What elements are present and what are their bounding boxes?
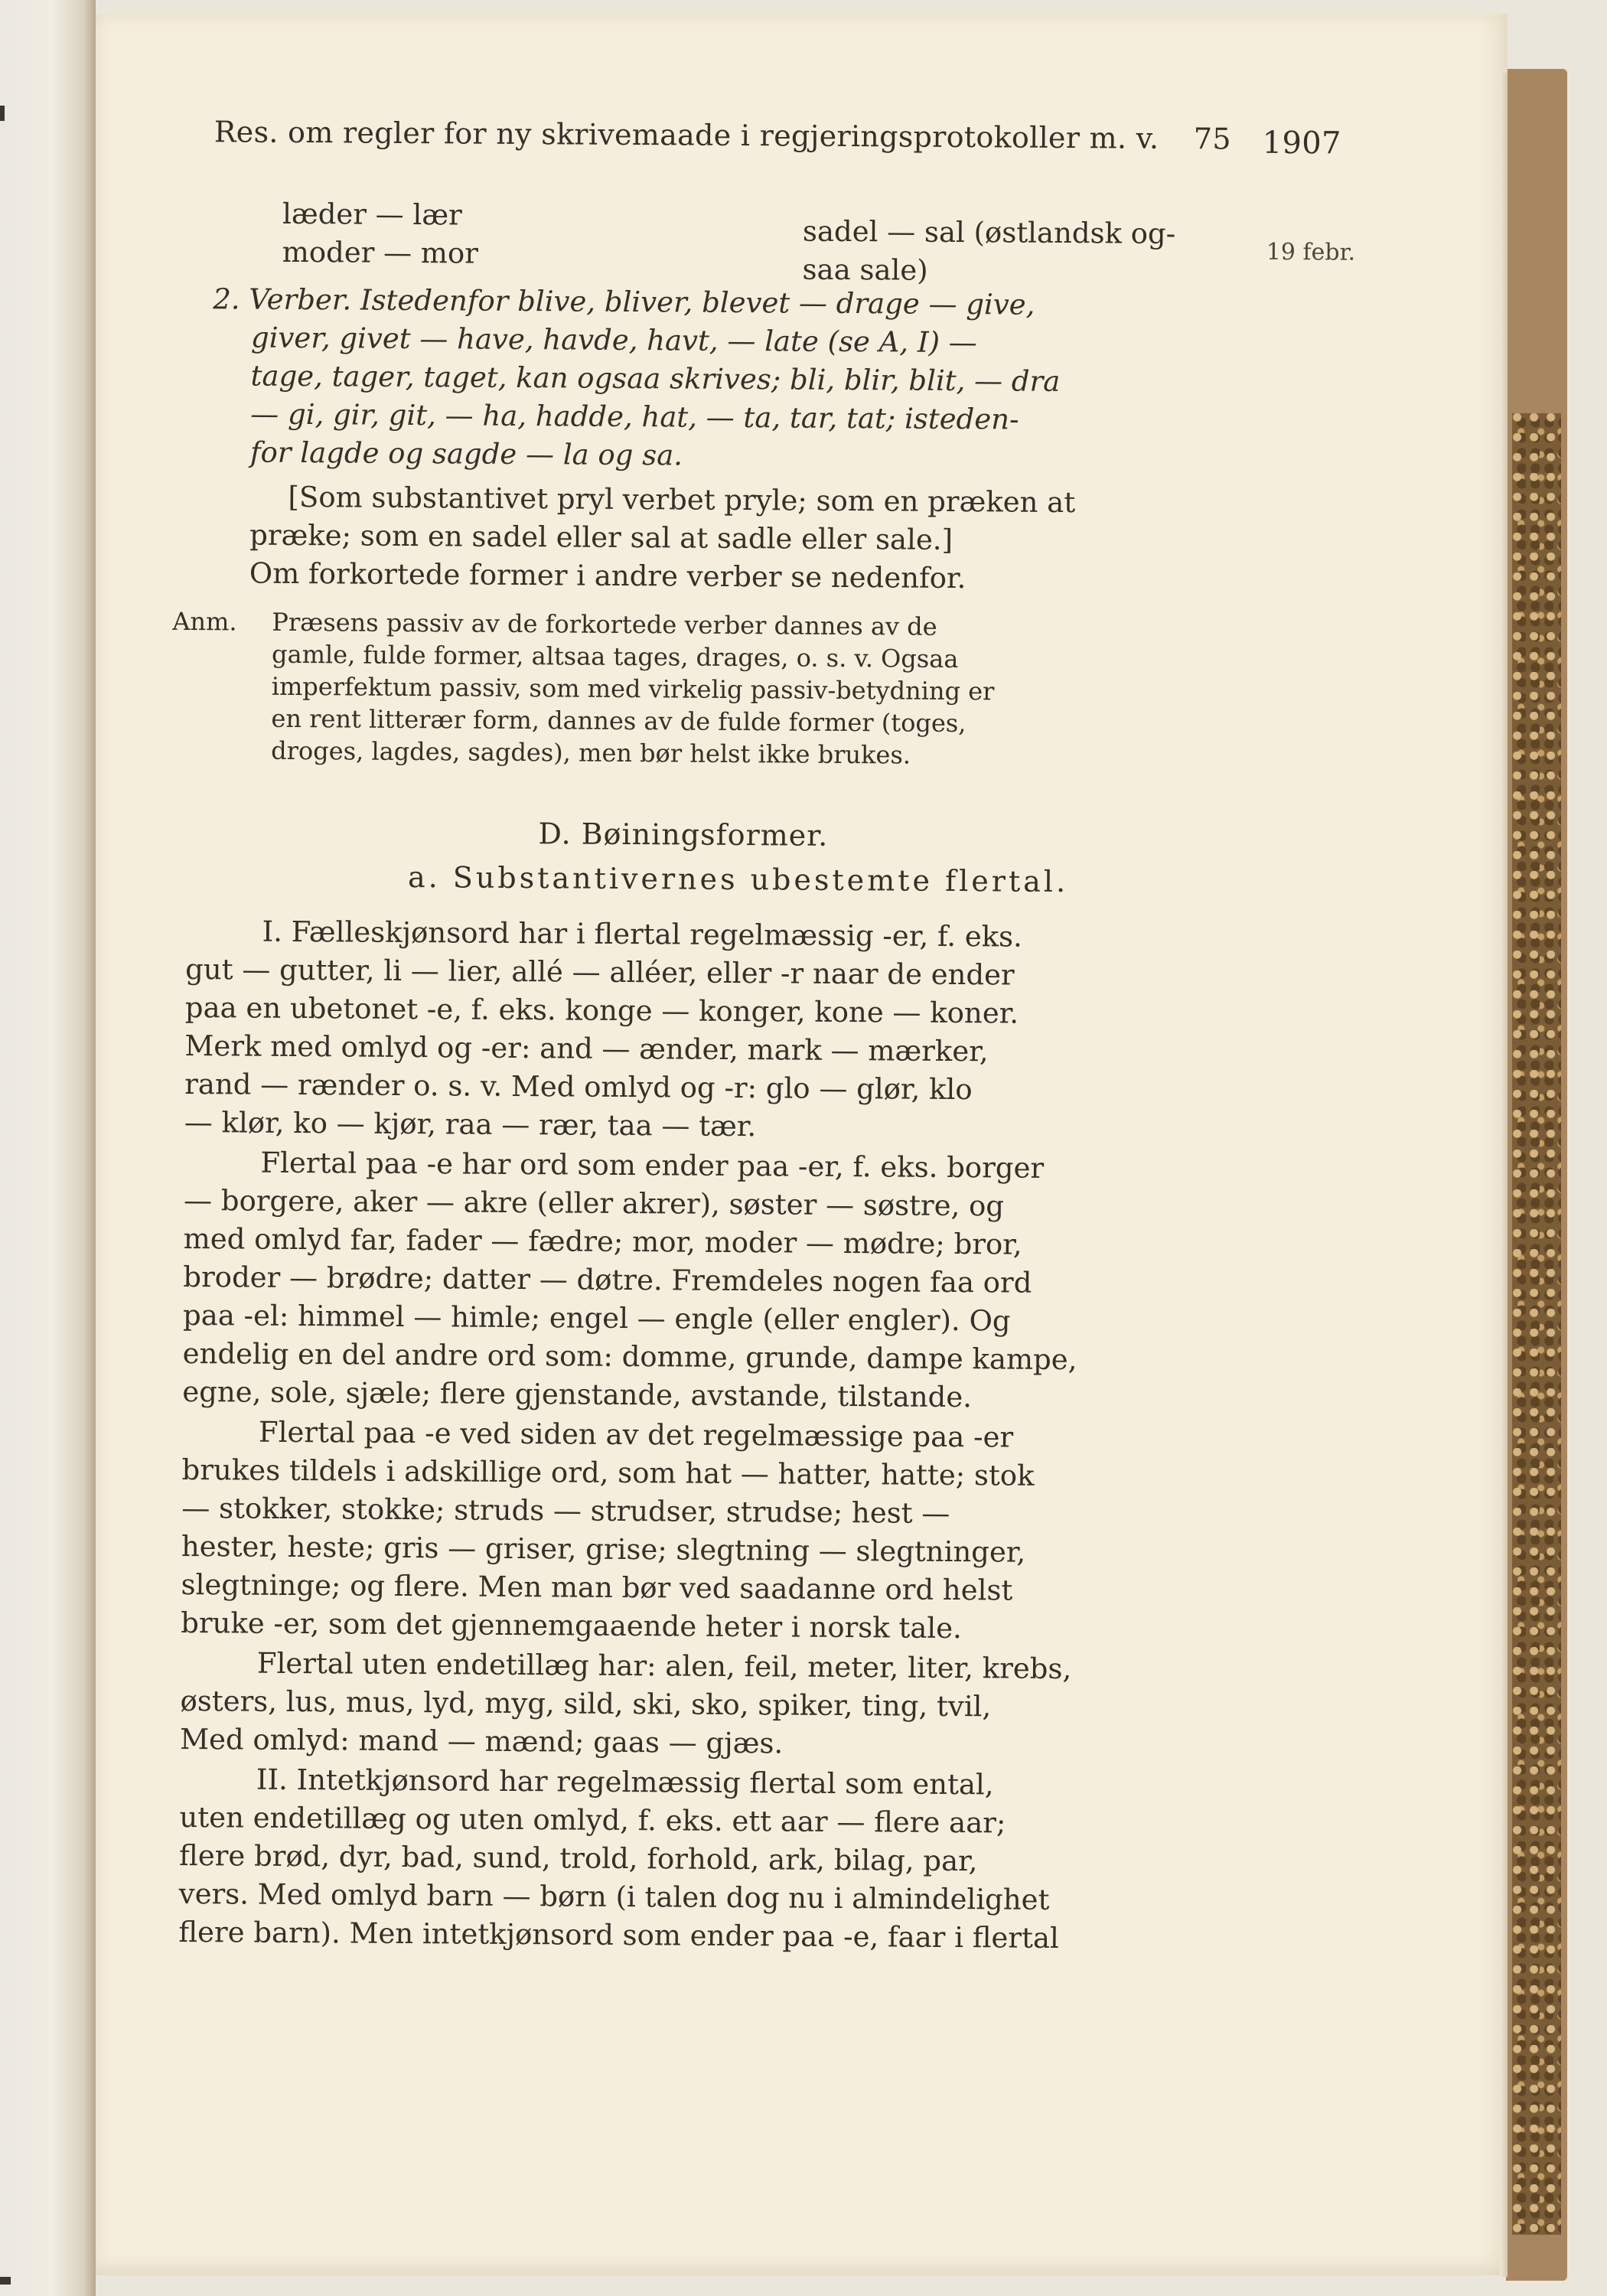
text-line: præke; som en sadel eller sal at sadle eller sale.] — [249, 518, 953, 556]
text-line: vers. Med omlyd barn — børn (i talen dog nu i almindelighet — [178, 1877, 1050, 1916]
page-number: 75 — [1193, 122, 1231, 156]
text-line: imperfektum passiv, som med virkelig passiv-betydning er — [271, 671, 995, 706]
text-line: giver, givet — have, havde, havt, — late (se A, I) — — [250, 321, 977, 360]
text-line: saa sale) — [802, 253, 928, 287]
text-line: endelig en del andre ord som: domme, grunde, dampe kampe, — [182, 1336, 1077, 1377]
text-line: egne, sole, sjæle; flere gjenstande, avstande, tilstande. — [182, 1375, 973, 1414]
text-line: tage, tager, taget, kan ogsaa skrives; bli, blir, blit, — dra — [250, 359, 1061, 398]
text-line: [Som substantivet pryl verbet pryle; som en præken at — [288, 480, 1076, 520]
text-line: Flertal paa -e ved siden av det regelmæssige paa -er — [258, 1415, 1014, 1454]
text-line: gamle, fulde former, altsaa tages, drages, o. s. v. Ogsaa — [271, 639, 959, 674]
text-line: — gi, gir, git, — ha, hadde, hat, — ta, tar, tat; isteden- — [250, 397, 1019, 436]
text-line: Flertal uten endetillæg har: alen, feil, meter, liter, krebs, — [256, 1646, 1072, 1686]
book-cover — [1506, 69, 1567, 2281]
text-line: droges, lagdes, sagdes), men bør helst ikke brukes. — [271, 735, 911, 770]
running-title: Res. om regler for ny skrivemaade i regjeringsprotokoller m. v. — [214, 115, 1159, 155]
text-line: II. Intetkjønsord har regelmæssig flertal som ental, — [256, 1763, 994, 1802]
text-line: Merk med omlyd og -er: and — ænder, mark — mærker, — [184, 1029, 989, 1068]
text-line: I. Fælleskjønsord har i flertal regelmæssig -er, f. eks. — [262, 915, 1023, 954]
subsection-heading: a. Substantivernes ubestemte flertal. — [407, 860, 1069, 899]
text-line: uten endetillæg og uten omlyd, f. eks. ett aar — flere aar; — [179, 1800, 1006, 1840]
text-line: Med omlyd: mand — mænd; gaas — gjæs. — [180, 1722, 784, 1760]
text-line: gut — gutter, li — lier, allé — alléer, eller -r naar de ender — [185, 952, 1015, 992]
margin-date: 19 febr. — [1266, 238, 1356, 266]
text-line: — klør, ko — kjør, raa — rær, taa — tær. — [184, 1105, 757, 1143]
text-line: sadel — sal (østlandsk og- — [802, 214, 1176, 250]
text-line: rand — rænder o. s. v. Med omlyd og -r: glo — glør, klo — [184, 1067, 973, 1107]
text-line: paa -el: himmel — himle; engel — engle (eller engler). Og — [182, 1298, 1011, 1338]
text-line: med omlyd far, fader — fædre; mor, moder — mødre; bror, — [183, 1221, 1022, 1261]
text-line: slegtninge; og flere. Men man bør ved saadanne ord helst — [181, 1567, 1013, 1607]
year: 1907 — [1262, 125, 1341, 161]
text-line: hester, heste; gris — griser, grise; slegtning — slegtninger, — [181, 1529, 1026, 1569]
annotation-label: Anm. — [172, 606, 237, 637]
text-line: en rent litterær form, dannes av de fulde former (toges, — [271, 703, 966, 739]
text-line: moder — mor — [282, 235, 479, 270]
text-line: paa en ubetonet -e, f. eks. konge — konger, kone — koner. — [184, 990, 1019, 1030]
text-line: flere brød, dyr, bad, sund, trold, forhold, ark, bilag, par, — [178, 1838, 978, 1878]
text-line: bruke -er, som det gjennemgaaende heter i norsk tale. — [181, 1606, 963, 1645]
text-line: — stokker, stokke; struds — strudser, strudse; hest — — [181, 1491, 950, 1530]
text-line: læder — lær — [282, 197, 462, 232]
text-line: Præsens passiv av de forkortede verber dannes av de — [272, 607, 937, 641]
text-line: brukes tildels i adskillige ord, som hat — hatter, hatte; stok — [181, 1453, 1035, 1492]
section-heading: D. Bøiningsformer. — [538, 817, 829, 853]
left-page-edge — [0, 0, 96, 2296]
text-line: Om forkortede former i andre verber se nedenfor. — [249, 556, 966, 595]
text-line: 2. Verber. Istedenfor blive, bliver, blevet — drage — give, — [213, 282, 1035, 321]
text-line: flere barn). Men intetkjønsord som ender paa -e, faar i flertal — [178, 1915, 1059, 1955]
text-line: østers, lus, mus, lyd, myg, sild, ski, sko, spiker, ting, tvil, — [180, 1684, 992, 1724]
page-edge — [1500, 73, 1508, 2277]
margin-mark — [0, 2277, 11, 2285]
margin-mark — [0, 106, 5, 121]
text-line: for lagde og sagde — la og sa. — [249, 435, 683, 472]
marbled-cover — [1512, 413, 1561, 2235]
text-line: broder — brødre; datter — døtre. Fremdeles nogen faa ord — [183, 1260, 1032, 1300]
text-line: — borgere, aker — akre (eller akrer), søster — søstre, og — [183, 1183, 1005, 1223]
text-line: Flertal paa -e har ord som ender paa -er, f. eks. borger — [260, 1146, 1045, 1185]
